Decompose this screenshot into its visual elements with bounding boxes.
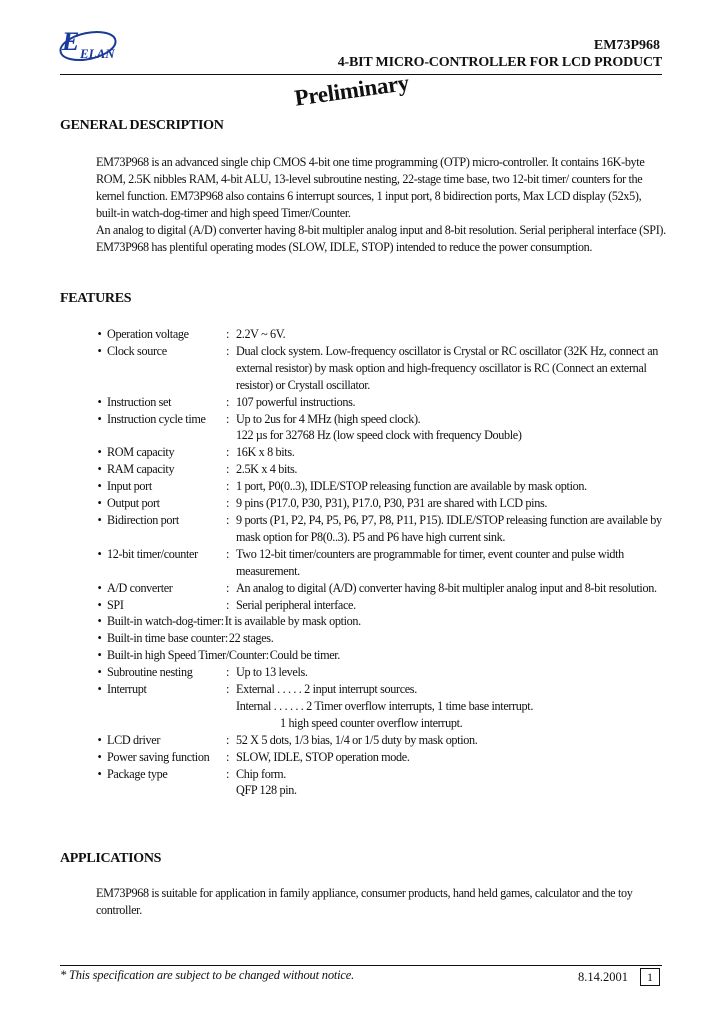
bullet: •	[97, 462, 102, 477]
feature-row	[92, 495, 672, 512]
feature-row	[92, 411, 672, 445]
feature-separator: :	[226, 343, 230, 358]
feature-label: SPI	[107, 597, 124, 612]
feature-row	[92, 580, 672, 597]
feature-label: Input port	[107, 479, 152, 494]
feature-label: Clock source	[107, 343, 167, 358]
feature-row	[92, 647, 672, 664]
bullet: •	[97, 665, 102, 680]
features-title: FEATURES	[60, 291, 132, 306]
feature-value: Serial peripheral interface.	[236, 597, 356, 612]
feature-separator: :	[226, 766, 230, 781]
feature-value: 9 ports (P1, P2, P4, P5, P6, P7, P8, P11, P15). IDLE/STOP releasing function are available by mask option for P8(0..3). P5 and P6 have high current sink.	[236, 512, 662, 544]
feature-separator: :	[226, 496, 230, 511]
feature-value: Up to 13 levels.	[236, 665, 308, 680]
feature-label: ROM capacity	[107, 445, 175, 460]
preliminary-stamp: Preliminary	[293, 69, 411, 111]
feature-label: Subroutine nesting	[107, 665, 193, 680]
feature-label: Instruction cycle time	[107, 411, 206, 426]
feature-row	[92, 461, 672, 478]
feature-value: Up to 2us for 4 MHz (high speed clock).	[236, 411, 421, 426]
feature-separator: :	[226, 327, 230, 341]
general-description-title: GENERAL DESCRIPTION	[60, 118, 224, 133]
feature-row	[92, 664, 672, 681]
feature-separator: :	[226, 445, 230, 460]
feature-label: A/D converter	[107, 580, 173, 595]
feature-separator: :	[226, 479, 230, 494]
feature-separator: :	[226, 462, 230, 477]
bullet: •	[97, 682, 102, 697]
feature-value: 1 port, P0(0..3), IDLE/STOP releasing function are available by mask option.	[236, 479, 587, 494]
features-list	[92, 326, 672, 799]
feature-label: Package type	[107, 766, 168, 781]
general-description-body	[96, 154, 668, 255]
bullet: •	[97, 394, 102, 409]
feature-row	[92, 597, 672, 614]
elan-logo	[58, 24, 128, 64]
feature-label: Bidirection port	[107, 512, 179, 527]
bullet: •	[97, 766, 102, 781]
feature-row	[92, 749, 672, 766]
feature-label: Built-in high Speed Timer/Counter	[107, 648, 266, 663]
part-number: EM73P968	[593, 38, 660, 53]
feature-row	[92, 326, 672, 343]
bullet: •	[97, 580, 102, 595]
bullet: •	[97, 327, 102, 341]
feature-label: Power saving function	[107, 749, 210, 764]
bullet: •	[97, 512, 102, 527]
feature-separator: :	[226, 732, 230, 747]
bullet: •	[97, 496, 102, 511]
page-number: 1	[640, 968, 660, 986]
footer-rule	[60, 965, 662, 966]
feature-separator: :	[226, 546, 230, 561]
footer-note: * This specification are subject to be changed without notice.	[60, 968, 355, 982]
feature-value: It is available by mask option.	[224, 614, 361, 629]
feature-row	[92, 732, 672, 749]
feature-label: LCD driver	[107, 732, 161, 747]
feature-value: Two 12-bit timer/counters are programmable for timer, event counter and pulse width measurement.	[236, 546, 624, 578]
feature-separator: :	[226, 749, 230, 764]
feature-label: Output port	[107, 496, 160, 511]
feature-value-line: QFP 128 pin.	[236, 783, 297, 798]
feature-row	[92, 766, 672, 800]
document-subtitle: 4-BIT MICRO-CONTROLLER FOR LCD PRODUCT	[337, 55, 662, 70]
feature-label: Operation voltage	[107, 327, 189, 341]
general-paragraph: An analog to digital (A/D) converter having 8-bit multipler analog input and 8-bit resolution. Serial peripheral interface (SPI).	[96, 222, 666, 237]
footer-date: 8.14.2001	[578, 970, 628, 984]
feature-value: 2.5K x 4 bits.	[236, 462, 298, 477]
bullet: •	[97, 648, 102, 663]
general-paragraph: EM73P968 is an advanced single chip CMOS 4-bit one time programming (OTP) micro-controller. It contains 16K-byte ROM, 2.5K nibbles RAM, 4-bit ALU, 13-level subroutine nesting, 22-stage time base, two 12-bit timer/ counters for the kernel function. EM73P968 also contains 6 interrupt sources, 1 input port, 8 bidirection ports, Max LCD display (52x5), built-in watch-dog-timer and high speed Timer/Counter.	[96, 155, 645, 220]
feature-value-line: Internal . . . . . . 2 Timer overflow interrupts, 1 time base interrupt.	[236, 698, 534, 713]
feature-value: 2.2V ~ 6V.	[236, 327, 286, 341]
feature-row	[92, 613, 672, 630]
header-rule	[60, 74, 662, 75]
feature-value: 52 X 5 dots, 1/3 bias, 1/4 or 1/5 duty by mask option.	[236, 732, 478, 747]
feature-separator: :	[220, 614, 224, 629]
logo-text: ELAN	[80, 46, 115, 61]
svg-text:E: E	[62, 27, 80, 56]
applications-body	[96, 885, 668, 919]
feature-value: 16K x 8 bits.	[236, 445, 295, 460]
bullet: •	[97, 614, 102, 629]
bullet: •	[97, 343, 102, 358]
applications-text: EM73P968 is suitable for application in family appliance, consumer products, hand held games, calculator and the toy controller.	[96, 886, 633, 917]
general-paragraph: EM73P968 has plentiful operating modes (SLOW, IDLE, STOP) intended to reduce the power consumption.	[96, 239, 593, 254]
feature-separator: :	[226, 512, 230, 527]
feature-separator: :	[226, 580, 230, 595]
feature-label: RAM capacity	[107, 462, 175, 477]
feature-value: External . . . . . 2 input interrupt sources.	[236, 682, 417, 697]
feature-separator: :	[226, 394, 230, 409]
feature-row	[92, 343, 672, 394]
bullet: •	[97, 411, 102, 426]
feature-row	[92, 444, 672, 461]
feature-value-line: 1 high speed counter overflow interrupt.	[280, 715, 463, 730]
bullet: •	[97, 445, 102, 460]
feature-row	[92, 630, 672, 647]
feature-value: 22 stages.	[228, 631, 274, 646]
feature-label: Instruction set	[107, 394, 172, 409]
feature-value: SLOW, IDLE, STOP operation mode.	[236, 749, 410, 764]
feature-label: Interrupt	[107, 682, 147, 697]
feature-value-line: 122 µs for 32768 Hz (low speed clock with frequency Double)	[236, 428, 522, 443]
feature-separator: :	[226, 411, 230, 426]
feature-label: 12-bit timer/counter	[107, 546, 198, 561]
feature-row	[92, 681, 672, 732]
feature-row	[92, 546, 672, 580]
bullet: •	[97, 631, 102, 646]
feature-row	[92, 478, 672, 495]
bullet: •	[97, 749, 102, 764]
feature-value: 9 pins (P17.0, P30, P31), P17.0, P30, P31 are shared with LCD pins.	[236, 496, 548, 511]
applications-title: APPLICATIONS	[60, 851, 162, 866]
feature-value: An analog to digital (A/D) converter having 8-bit multipler analog input and 8-bit resolution.	[236, 580, 657, 595]
feature-value: Dual clock system. Low-frequency oscillator is Crystal or RC oscillator (32K Hz, connect an external resistor) by mask option and high-frequency oscillator is RC (Connect an external resistor) or Crystall oscillator.	[236, 343, 659, 392]
feature-label: Built-in watch-dog-timer	[107, 614, 221, 629]
feature-separator: :	[265, 648, 269, 663]
feature-separator: :	[226, 665, 230, 680]
feature-separator: :	[226, 597, 230, 612]
bullet: •	[97, 597, 102, 612]
feature-value: 107 powerful instructions.	[236, 394, 356, 409]
feature-separator: :	[224, 631, 228, 646]
feature-value: Could be timer.	[269, 648, 340, 663]
bullet: •	[97, 479, 102, 494]
feature-separator: :	[226, 682, 230, 697]
feature-row	[92, 394, 672, 411]
bullet: •	[97, 732, 102, 747]
feature-label: Built-in time base counter	[107, 631, 225, 646]
feature-value: Chip form.	[236, 766, 286, 781]
bullet: •	[97, 546, 102, 561]
feature-row	[92, 512, 672, 546]
